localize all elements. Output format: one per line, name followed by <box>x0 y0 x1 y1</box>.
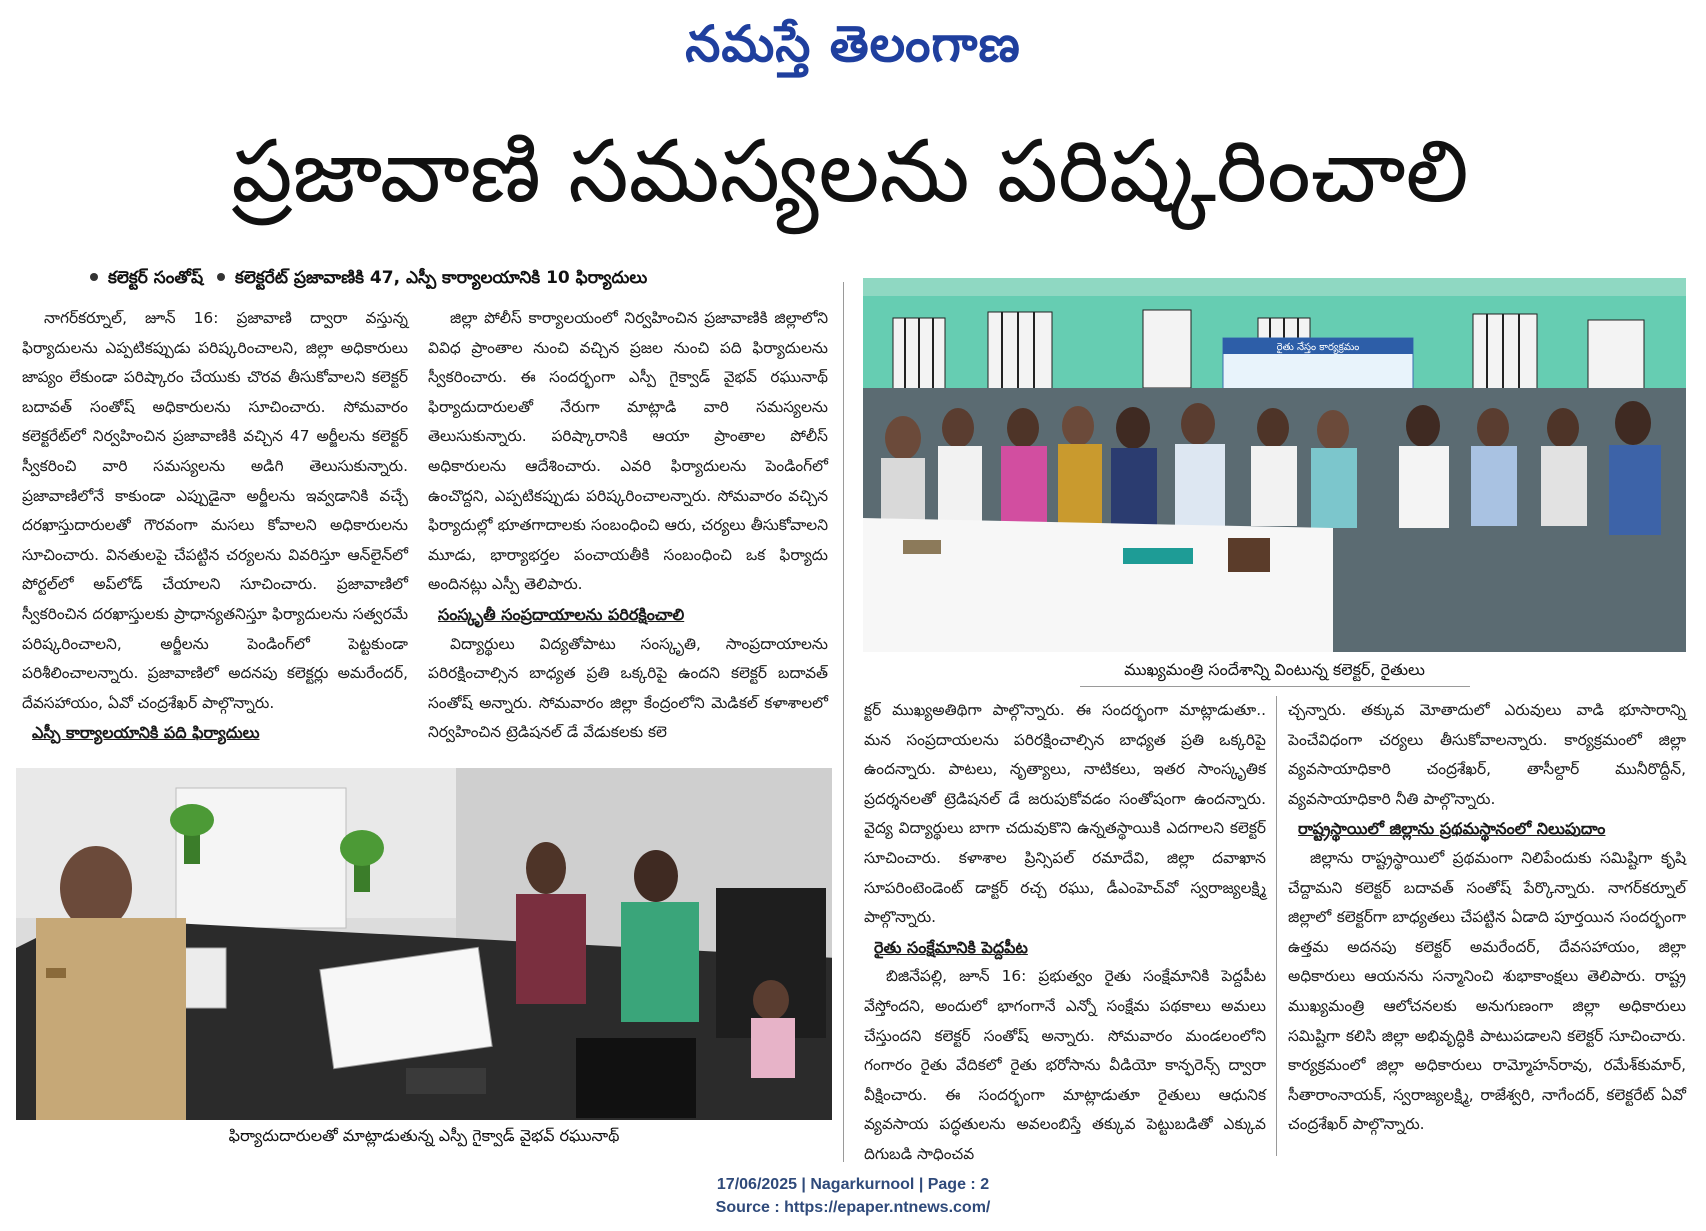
photo-caption: ఫిర్యాదుదారులతో మాట్లాడుతున్న ఎస్పీ గైక్వాడ్ వైభవ్ రఘునాథ్ <box>228 1126 620 1145</box>
photo-collector-farmers <box>863 278 1686 652</box>
section-heading: రాష్ట్రస్థాయిలో జిల్లాను ప్రథమస్థానంలో నిలుపుదాం <box>1298 819 1606 839</box>
caption-underline <box>1080 686 1470 687</box>
article-subhead <box>90 268 890 292</box>
article-column-4 <box>1288 696 1686 1140</box>
bullet-icon <box>217 273 225 281</box>
meeting-hall-image <box>863 278 1686 652</box>
article-column-2 <box>428 304 828 748</box>
section-heading: రైతు సంక్షేమానికి పెద్దపీట <box>874 937 1028 957</box>
article-paragraph: చ్చన్నారు. తక్కువ మోతాదులో ఎరువులు వాడి భూసారాన్ని పెంచేవిధంగా చర్యలు తీసుకోవాలన్నారు. కార్యక్రమంలో జిల్లా వ్యవసాయాధికారి చంద్రశేఖర్, తాసీల్దార్ మునీరొద్దీన్, వ్యవసాయాధికారి నీతి పాల్గొన్నారు. <box>1288 701 1686 808</box>
section-heading: ఎస్పీ కార్యాలయానికి పది ఫిర్యాదులు <box>32 723 260 743</box>
article-paragraph: నాగర్‌కర్నూల్, జూన్ 16: ప్రజావాణి ద్వారా వస్తున్న ఫిర్యాదులను ఎప్పటికప్పుడు పరిష్కరించాలని, జిల్లా అధికారులు జాప్యం లేకుండా పరిష్కారం చేయుకు చొరవ తీసుకోవాలని కలెక్టర్ బదావత్ సంతోష్ అధికారులను సూచించారు. సోమవారం కలెక్టరేట్‌లో నిర్వహించిన ప్రజావాణికి వచ్చిన 47 అర్జీలను కలెక్టర్ స్వీకరించి వారి సమస్యలను అడిగి తెలుసుకున్నారు. ప్రజావాణిలోనే కాకుండా ఎప్పుడైనా అర్జీలను ఇవ్వడానికి వచ్చే దరఖాస్తుదారులతో గౌరవంగా మసలు కోవాలని అధికారులను సూచించారు. వినతులపై చేపట్టిన చర్యలను వివరిస్తూ ఆన్‌లైన్‌లో పోర్టల్‌లో అప్‌లోడ్ చేయాలని సూచించారు. ప్రజావాణిలో స్వీకరించిన దరఖాస్తులకు ప్రాధాన్యతనిస్తూ ఫిర్యాదులను సత్వరమే పరిష్కరించాలని, అర్జీలను పెండింగ్‌లో పెట్టకుండా పరిశీలించాలన్నారు. ప్రజావాణిలో అదనపు కలెక్టర్లు అమరేందర్, దేవసహాయం, ఏవో చంద్రశేఖర్ పాల్గొన్నారు. <box>22 309 408 712</box>
subhead-item: కలెక్టర్ సంతోష్ <box>108 268 204 288</box>
article-paragraph: జిల్లా పోలీస్ కార్యాలయంలో నిర్వహించిన ప్రజావాణికి జిల్లాలోని వివిధ ప్రాంతాల నుంచి వచ్చిన ప్రజల నుంచి పది ఫిర్యాదులను స్వీకరించారు. ఈ సందర్భంగా ఎస్పీ గైక్వాడ్ వైభవ్ రఘునాథ్ ఫిర్యాదుదారులతో నేరుగా మాట్లాడి వారి సమస్యలను తెలుసుకున్నారు. పరిష్కారానికి ఆయా ప్రాంతాల పోలీస్ అధికారులను ఆదేశించారు. ఎవరి ఫిర్యాదులను పెండింగ్‌లో ఉంచొద్దని, ఎప్పటికప్పుడు పరిష్కరించాలన్నారు. సోమవారం వచ్చిన ఫిర్యాదుల్లో భూతగాదాలకు సంబంధించి ఆరు, చర్యలు తీసుకోవాలని మూడు, భార్యాభర్తల పంచాయతీకి సంబంధించి ఒక ఫిర్యాదు అందినట్లు ఎస్పీ తెలిపారు. <box>428 309 828 594</box>
banner-sign: రైతు నేస్తం కార్యక్రమం <box>1276 342 1360 353</box>
sp-office-image <box>16 768 832 1120</box>
section-heading: సంస్కృతీ సంప్రదాయాలను పరిరక్షించాలి <box>438 604 685 624</box>
photo-caption: ముఖ్యమంత్రి సందేశాన్ని వింటున్న కలెక్టర్, రైతులు <box>1124 660 1425 679</box>
column-divider <box>1276 696 1277 1156</box>
article-paragraph: బిజినేపల్లి, జూన్ 16: ప్రభుత్వం రైతు సంక్షేమానికి పెద్దపీట వేస్తోందని, అందులో భాగంగానే ఎన్నో సంక్షేమ పథకాలు అమలు చేస్తుందని కలెక్టర్ సంతోష్ అన్నారు. సోమవారం మండలంలోని గంగారం రైతు వేదికలో రైతు భరోసాను వీడియో కాన్ఫరెన్స్ ద్వారా వీక్షించారు. ఈ సందర్భంగా మాట్లాడుతూ రైతులు ఆధునిక వ్యవసాయ పద్ధతులను అవలంబిస్తే తక్కువ పెట్టుబడితో ఎక్కువ దిగుబడి సాధించవ <box>864 967 1266 1163</box>
article-paragraph: క్టర్ ముఖ్యఅతిథిగా పాల్గొన్నారు. ఈ సందర్భంగా మాట్లాడుతూ.. మన సంప్రదాయలను పరిరక్షించాల్సిన బాధ్యత ప్రతి ఒక్కరిపై ఉందన్నారు. పాటలు, నృత్యాలు, నాటికలు, ఇతర సాంస్కృతిక ప్రదర్శనలతో ట్రెడిషనల్ డే జరుపుకోవడం సంతోషంగా ఉందన్నారు. వైద్య విద్యార్థులు బాగా చదువుకొని ఉన్నతస్థాయికి ఎదగాలని కలెక్టర్ సూచించారు. కళాశాల ప్రిన్సిపల్ రమాదేవి, జిల్లా దవాఖాన సూపరింటెండెంట్ డాక్టర్ రచ్చ రఘు, డీఎంహెచ్‌వో స్వరాజ్యలక్ష్మి పాల్గొన్నారు. <box>864 701 1266 927</box>
photo-sp-complainants <box>16 768 832 1120</box>
column-divider <box>843 282 844 1162</box>
footer-source-link[interactable]: Source : https://epaper.ntnews.com/ <box>715 1199 991 1216</box>
article-column-3 <box>864 696 1266 1170</box>
article-column-1 <box>22 304 408 748</box>
article-paragraph: విద్యార్థులు విద్యతోపాటు సంస్కృతి, సాంప్రదాయాలను పరిరక్షించాల్సిన బాధ్యత ప్రతి ఒక్కరిపై ఉందని కలెక్టర్ బదావత్ సంతోష్ అన్నారు. సోమవారం జిల్లా కేంద్రంలోని మెడికల్ కళాశాలలో నిర్వహించిన ట్రెడిషనల్ డే వేడుకలకు కలె <box>428 634 828 742</box>
masthead-logo: నమస్తే తెలంగాణ <box>685 14 1021 73</box>
subhead-item: కలెక్టరేట్ ప్రజావాణికి 47, ఎస్పీ కార్యాలయానికి 10 ఫిర్యాదులు <box>235 268 648 288</box>
article-paragraph: జిల్లాను రాష్ట్రస్థాయిలో ప్రథమంగా నిలిపేందుకు సమిష్టిగా కృషి చేద్దామని కలెక్టర్ బదావత్ సంతోష్ పేర్కొన్నారు. నాగర్‌కర్నూల్ జిల్లాలో కలెక్టర్‌గా బాధ్యతలు చేపట్టిన ఏడాది పూర్తయిన సందర్భంగా ఉత్తమ అదనపు కలెక్టర్ అమరేందర్, దేవసహాయం, జిల్లా అధికారులు ఆయనను సన్మానించి శుభాకాంక్షలు తెలిపారు. రాష్ట్ర ముఖ్యమంత్రి ఆలోచనలకు అనుగుణంగా జిల్లా అధికారులు సమిష్టిగా కలిసి జిల్లా అభివృద్ధికి పాటుపడాలని కలెక్టర్ సూచించారు. కార్యక్రమంలో జిల్లా అధికారులు రామ్మోహన్‌రావు, రమేశ్‌కుమార్, సీతారాంనాయక్, స్వరాజ్యలక్ష్మి, రాజేశ్వరి, నాగేందర్, కలెక్టరేట్ ఏవో చంద్రశేఖర్ పాల్గొన్నారు. <box>1288 848 1686 1134</box>
footer-dateline: 17/06/2025 | Nagarkurnool | Page : 2 <box>716 1176 990 1193</box>
article-headline: ప్రజావాణి సమస్యలను పరిష్కరించాలి <box>231 122 1469 222</box>
bullet-icon <box>90 273 98 281</box>
